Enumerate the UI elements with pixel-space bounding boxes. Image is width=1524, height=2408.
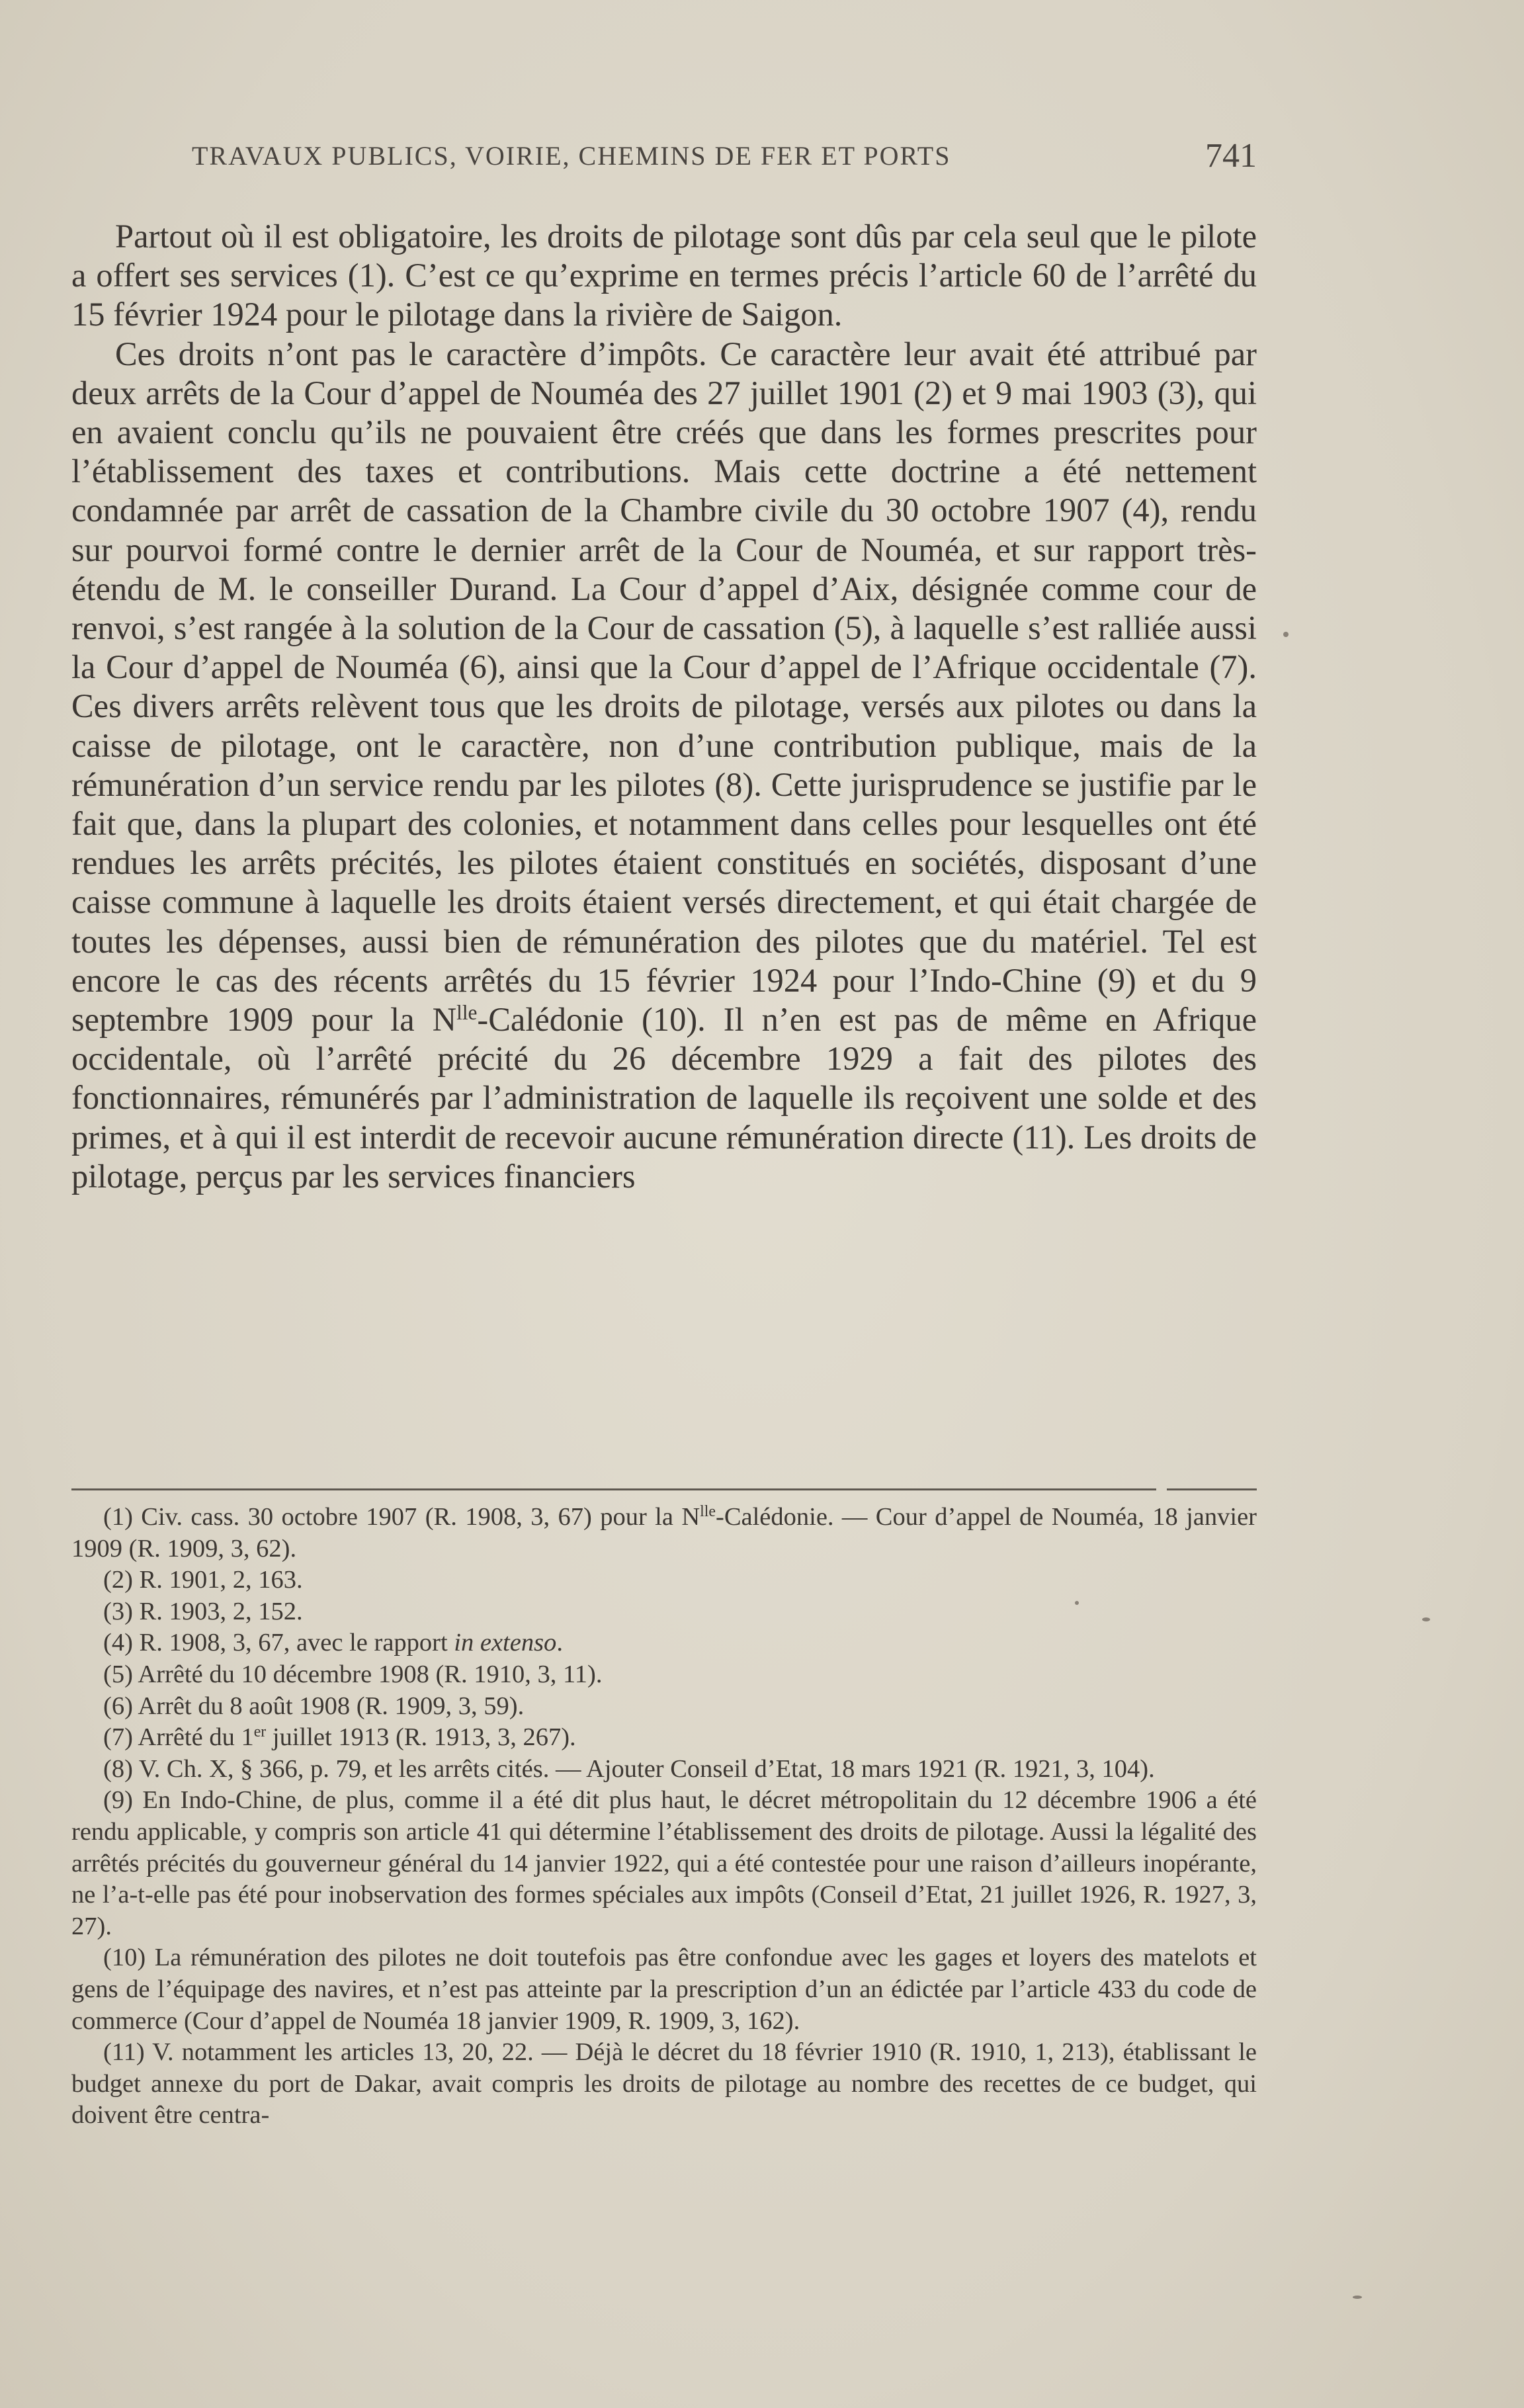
separator-rule-short — [1167, 1488, 1257, 1490]
footnote-7-part-b: juillet 1913 (R. 1913, 3, 267). — [266, 1723, 576, 1752]
footnote-1-part-a: (1) Civ. cass. 30 octobre 1907 (R. 1908, 3, 67) pour la N — [103, 1503, 700, 1531]
footnote-9: (9) En Indo-Chine, de plus, comme il a été dit plus haut, le décret métropolitain du 12 décembre 1906 a été rendu applicable, y compris son article 41 qui détermine l’établissement des droits de pilotage. Aussi la légalité des arrêtés précités du gouverneur général du 14 janvier 1922, qui a été contestée pour une raison d’ailleurs inopérante, ne l’a-t-elle pas été pour inobservation des formes spéciales aux impôts (Conseil d’Etat, 21 juillet 1926, R. 1927, 3, 27). — [71, 1786, 1257, 1940]
footnote-2: (2) R. 1901, 2, 163. — [103, 1566, 303, 1594]
superscript: lle — [700, 1502, 716, 1520]
footnote-8: (8) V. Ch. X, § 366, p. 79, et les arrêts cités. — Ajouter Conseil d’Etat, 18 mars 1921 (R. 1921, 3, 104). — [103, 1754, 1155, 1783]
footnote-4-part-a: (4) R. 1908, 3, 67, avec le rapport — [103, 1629, 454, 1657]
footnote-7-part-a: (7) Arrêté du 1 — [103, 1723, 254, 1752]
paper-speck — [1422, 1617, 1430, 1621]
running-title: TRAVAUX PUBLICS, VOIRIE, CHEMINS DE FER ET PORTS — [192, 141, 951, 171]
paper-speck — [1353, 2296, 1362, 2299]
superscript: er — [253, 1723, 267, 1741]
footnote-11: (11) V. notamment les articles 13, 20, 22. — Déjà le décret du 18 février 1910 (R. 1910, 1, 213), établissant le budget annexe du port de Dakar, avait compris les droits de pilotage au nombre des recettes de ce budget, qui doivent être centra- — [71, 2038, 1257, 2129]
footnote-1-part-b: -Calédonie. — Cour d’appel de Nouméa, 18 janvier 1909 (R. 1909, 3, 62). — [71, 1503, 1257, 1563]
paper-speck — [1075, 1601, 1079, 1605]
separator-rule-long — [71, 1488, 1156, 1490]
paragraph-1: Partout où il est obligatoire, les droits de pilotage sont dûs par cela seul que le pilote a offert ses services (1). C’est ce qu’exprime en termes précis l’article 60 de l’arrêté du 15 février 1924 pour le pilotage dans la rivière de Saigon. — [71, 218, 1257, 333]
main-text — [71, 217, 1257, 1196]
footnote-7 — [71, 1722, 1257, 1754]
page-number: 741 — [1205, 137, 1257, 175]
paragraph-2-part-a: Ces droits n’ont pas le caractère d’impôts. Ce caractère leur avait été attribué par deux arrêts de la Cour d’appel de Nouméa des 27 juillet 1901 (2) et 9 mai 1903 (3), qui en avaient conclu qu’ils ne pouvaient être créés que dans les formes prescrites pour l’établissement des taxes et contributions. Mais cette doctrine a été nettement condamnée par arrêt de cassation de la Chambre civile du 30 octobre 1907 (4), rendu sur pourvoi formé contre le dernier arrêt de la Cour de Nouméa, et sur rapport très-étendu de M. le conseiller Durand. La Cour d’appel d’Aix, désignée comme cour de renvoi, s’est rangée à la solution de la Cour de cassation (5), à laquelle s’est ralliée aussi la Cour d’appel de Nouméa (6), ainsi que la Cour d’appel de l’Afrique occidentale (7). Ces divers arrêts relèvent tous que les droits de pilotage, versés aux pilotes ou dans la caisse de pilotage, ont le caractère, non d’une contribution publique, mais de la rémunération d’un service rendu par les pilotes (8). Cette jurisprudence se justifie par le fait que, dans la plupart des colonies, et notamment dans celles pour lesquelles ont été rendues les arrêts précités, les pilotes étaient constitués en sociétés, disposant d’une caisse commune à laquelle les droits étaient versés directement, et qui était chargée de toutes les dépenses, aussi bien de rémunération des pilotes que du matériel. Tel est encore le cas des récents arrêtés du 15 février 1924 pour l’Indo-Chine (9) et du 9 septembre 1909 pour la N — [71, 335, 1257, 1039]
footnote-5: (5) Arrêté du 10 décembre 1908 (R. 1910, 3, 11). — [103, 1660, 603, 1688]
running-header — [73, 137, 1257, 180]
footnote-6: (6) Arrêt du 8 août 1908 (R. 1909, 3, 59). — [103, 1692, 525, 1720]
paper-speck — [1283, 632, 1289, 637]
superscript: lle — [456, 1000, 478, 1024]
footnote-1 — [71, 1502, 1257, 1565]
footnote-4-part-b: . — [556, 1629, 563, 1657]
footnote-3: (3) R. 1903, 2, 152. — [103, 1597, 303, 1625]
footnote-separator — [71, 1488, 1257, 1491]
paragraph-2-part-b: -Calédonie (10). Il n’en est pas de même en Afrique occidentale, où l’arrêté précité du 26 décembre 1929 a fait des pilotes des fonctionnaires, rémunérés par l’administration de laquelle ils reçoivent une solde et des primes, et à qui il est interdit de recevoir aucune rémunération directe (11). Les droits de pilotage, perçus par les services financiers — [71, 1001, 1257, 1195]
footnotes — [71, 1502, 1257, 2131]
footnote-4-italic: in extenso — [454, 1629, 557, 1657]
footnote-4 — [71, 1627, 1257, 1659]
paragraph-2 — [71, 335, 1257, 1196]
footnote-10: (10) La rémunération des pilotes ne doit toutefois pas être confondue avec les gages et loyers des matelots et gens de l’équipage des navires, et n’est pas atteinte par la prescription d’un an édictée par l’article 433 du code de commerce (Cour d’appel de Nouméa 18 janvier 1909, R. 1909, 3, 162). — [71, 1944, 1257, 2035]
